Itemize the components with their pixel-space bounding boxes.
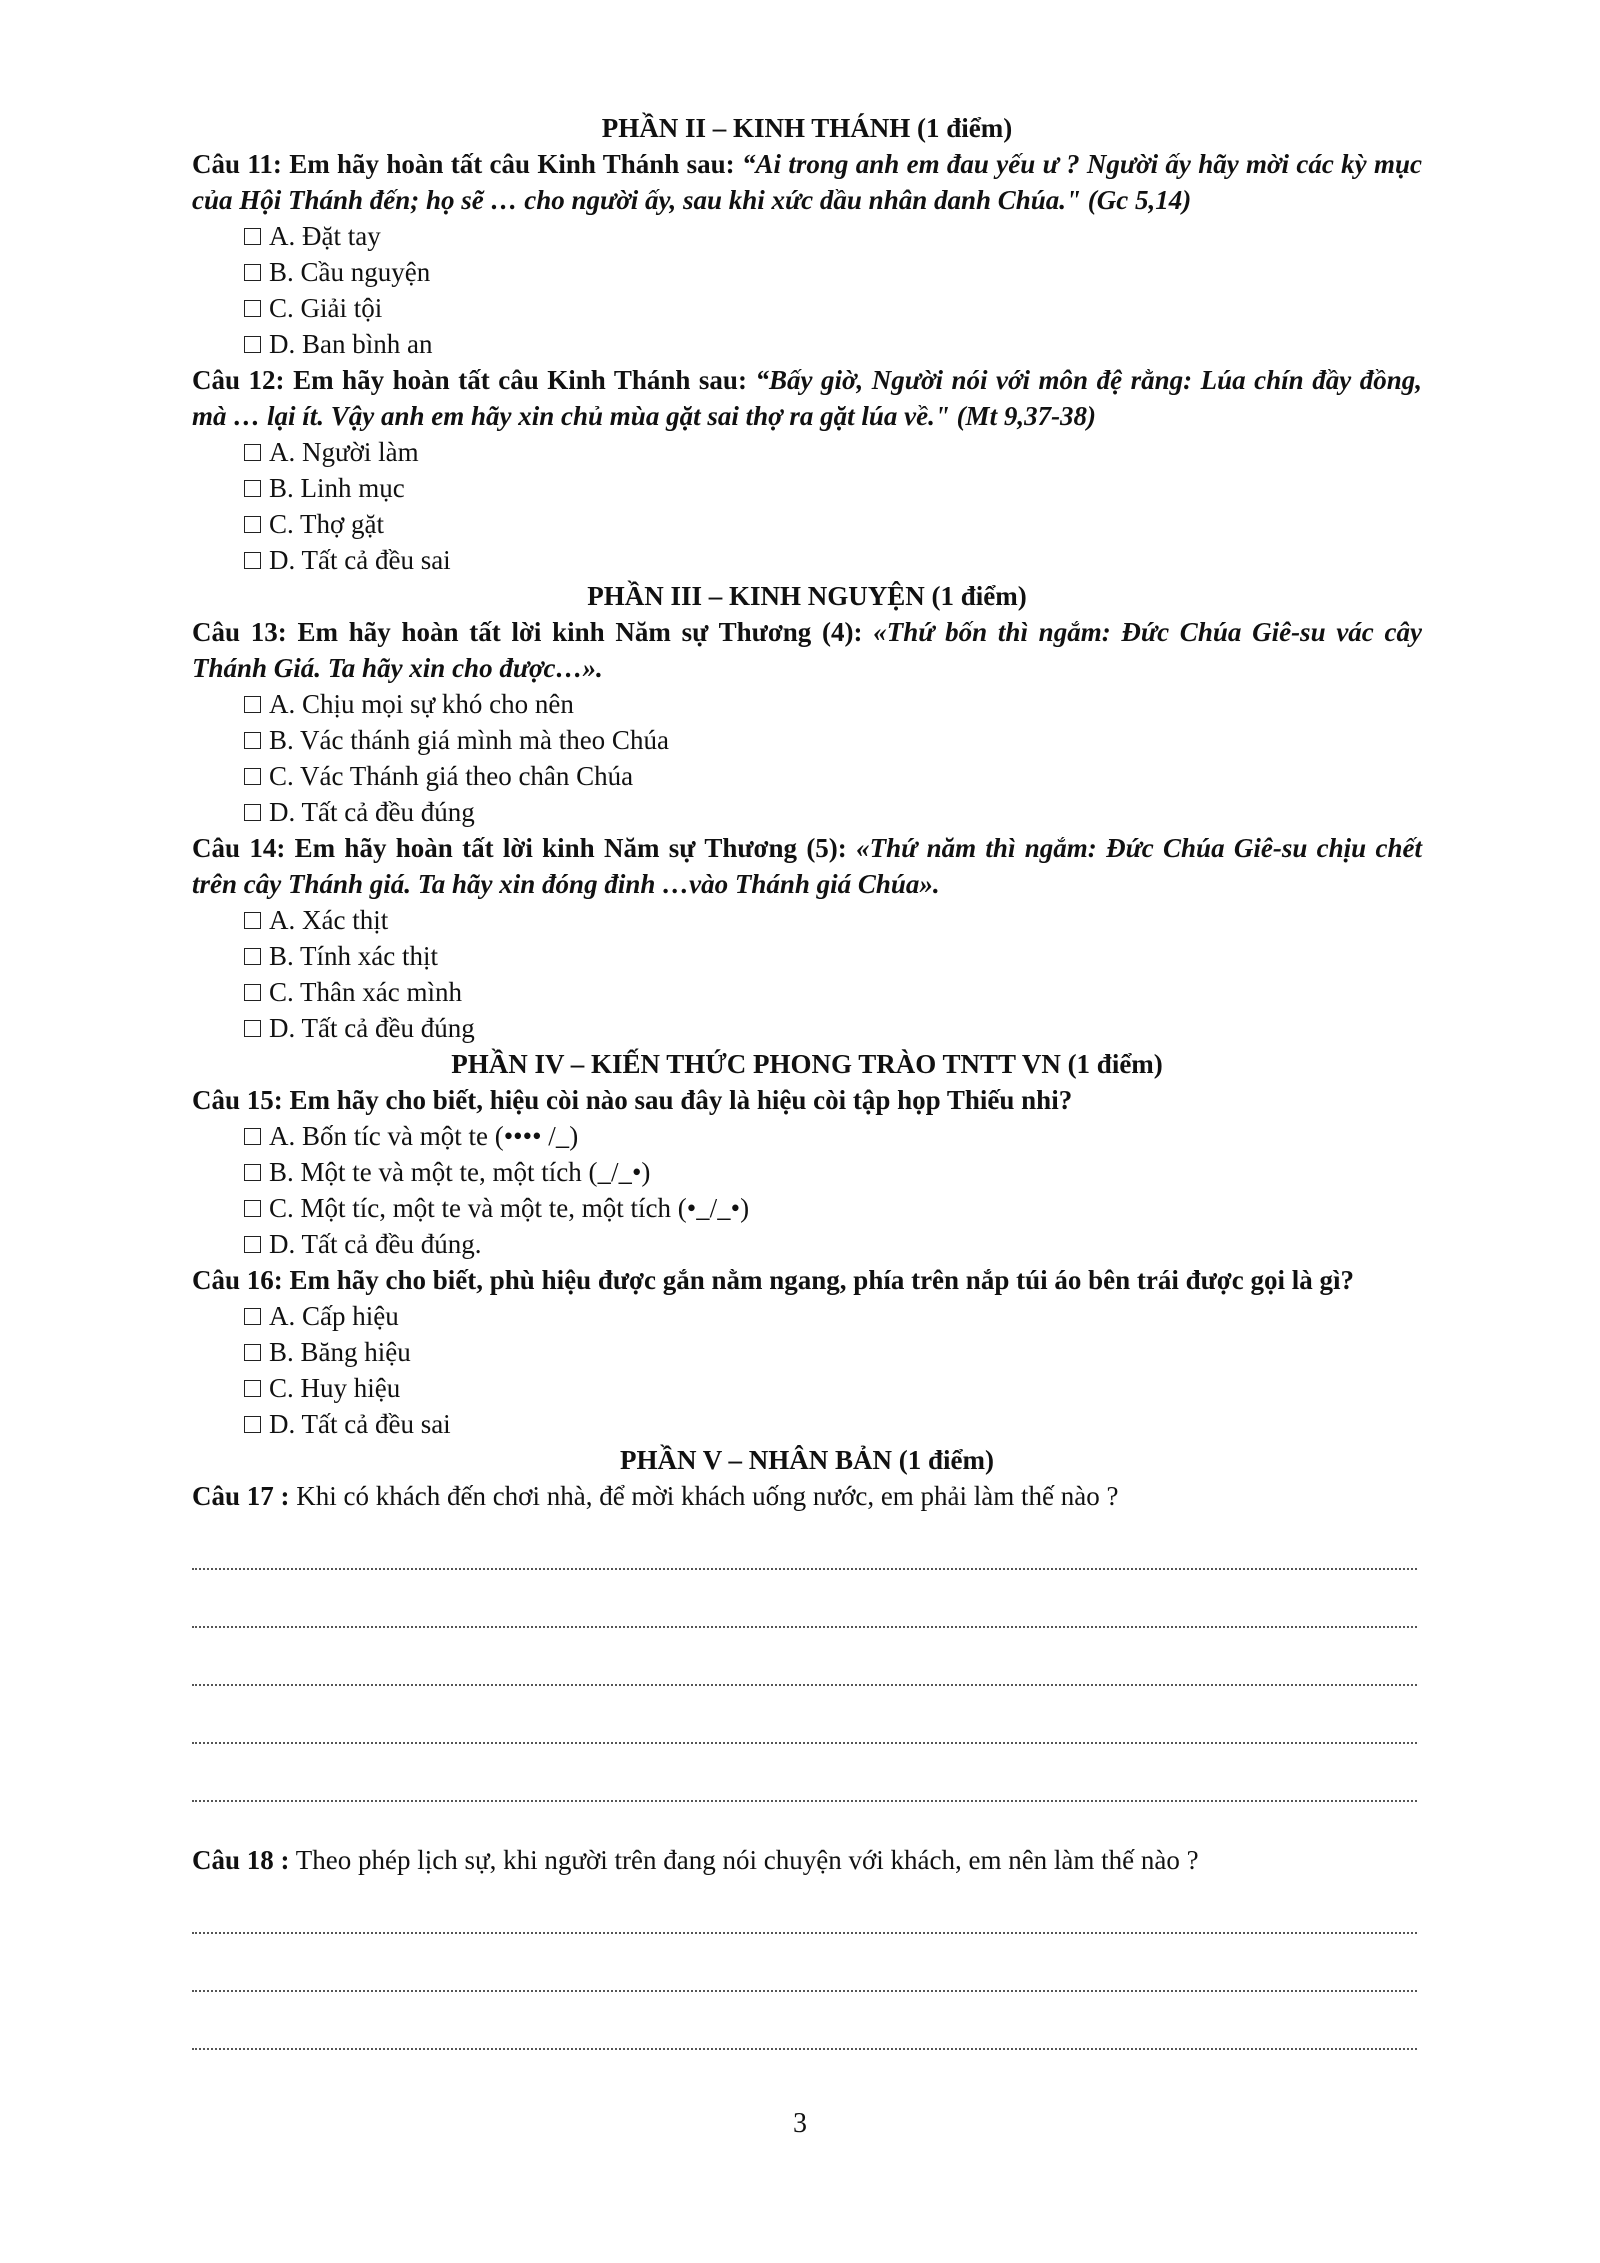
option-label: A. Chịu mọi sự khó cho nên bbox=[269, 689, 574, 719]
question-prompt: Em hãy cho biết, phù hiệu được gắn nằm ngang, phía trên nắp túi áo bên trái được gọi là gì? bbox=[282, 1265, 1354, 1295]
option-label: C. Vác Thánh giá theo chân Chúa bbox=[269, 761, 634, 791]
answer-line[interactable] bbox=[192, 1588, 1417, 1628]
question-12 bbox=[192, 362, 1422, 434]
checkbox-icon[interactable] bbox=[244, 1200, 261, 1217]
option-a[interactable] bbox=[244, 1298, 1422, 1334]
question-label: Câu 17 : bbox=[192, 1481, 290, 1511]
page-number: 3 bbox=[793, 2108, 807, 2139]
option-a[interactable] bbox=[244, 218, 1422, 254]
options-list bbox=[192, 686, 1422, 830]
answer-line[interactable] bbox=[192, 1704, 1417, 1744]
checkbox-icon[interactable] bbox=[244, 516, 261, 533]
answer-line[interactable] bbox=[192, 1894, 1417, 1934]
answer-line[interactable] bbox=[192, 1646, 1417, 1686]
option-c[interactable] bbox=[244, 1370, 1422, 1406]
options-list bbox=[192, 1298, 1422, 1442]
question-quote: «Thứ bốn thì ngắm: Đức Chúa Giê-su vác cây Thánh Giá. Ta hãy xin cho được…». bbox=[192, 617, 1422, 683]
option-c[interactable] bbox=[244, 506, 1422, 542]
checkbox-icon[interactable] bbox=[244, 732, 261, 749]
option-b[interactable] bbox=[244, 1154, 1422, 1190]
answer-line[interactable] bbox=[192, 2010, 1417, 2050]
answer-line[interactable] bbox=[192, 1530, 1417, 1570]
option-d[interactable] bbox=[244, 1010, 1422, 1046]
option-a[interactable] bbox=[244, 902, 1422, 938]
option-label: B. Cầu nguyện bbox=[269, 257, 431, 287]
section-title: PHẦN II – KINH THÁNH (1 điểm) bbox=[601, 113, 1013, 143]
checkbox-icon[interactable] bbox=[244, 912, 261, 929]
question-prompt: Em hãy hoàn tất câu Kinh Thánh sau: bbox=[284, 365, 756, 395]
answer-line[interactable] bbox=[192, 1952, 1417, 1992]
question-18 bbox=[192, 1842, 1422, 1878]
question-label: Câu 11: bbox=[192, 149, 282, 179]
option-label: D. Tất cả đều đúng. bbox=[269, 1229, 482, 1259]
checkbox-icon[interactable] bbox=[244, 804, 261, 821]
option-a[interactable] bbox=[244, 1118, 1422, 1154]
question-17 bbox=[192, 1478, 1422, 1514]
option-label: D. Tất cả đều sai bbox=[269, 545, 451, 575]
option-d[interactable] bbox=[244, 1406, 1422, 1442]
checkbox-icon[interactable] bbox=[244, 948, 261, 965]
option-label: C. Thân xác mình bbox=[269, 977, 462, 1007]
options-list bbox=[192, 218, 1422, 362]
option-d[interactable] bbox=[244, 326, 1422, 362]
question-quote: «Thứ năm thì ngắm: Đức Chúa Giê-su chịu chết trên cây Thánh giá. Ta hãy xin đóng đinh …vào Thánh giá Chúa». bbox=[192, 833, 1422, 899]
section-title: PHẦN III – KINH NGUYỆN (1 điểm) bbox=[587, 581, 1027, 611]
option-label: D. Tất cả đều đúng bbox=[269, 797, 475, 827]
question-15 bbox=[192, 1082, 1422, 1118]
option-label: C. Thợ gặt bbox=[269, 509, 385, 539]
option-label: B. Một te và một te, một tích ( ̲ / ̲ •) bbox=[269, 1157, 651, 1187]
question-14 bbox=[192, 830, 1422, 902]
option-label: A. Bốn tíc và một te (•••• / ̲ ) bbox=[269, 1121, 579, 1151]
checkbox-icon[interactable] bbox=[244, 264, 261, 281]
checkbox-icon[interactable] bbox=[244, 480, 261, 497]
option-b[interactable] bbox=[244, 470, 1422, 506]
question-11 bbox=[192, 146, 1422, 218]
option-a[interactable] bbox=[244, 434, 1422, 470]
checkbox-icon[interactable] bbox=[244, 336, 261, 353]
question-prompt: Theo phép lịch sự, khi người trên đang nói chuyện với khách, em nên làm thế nào ? bbox=[289, 1845, 1199, 1875]
checkbox-icon[interactable] bbox=[244, 1308, 261, 1325]
option-label: C. Một tíc, một te và một te, một tích (• ̲ / ̲ •) bbox=[269, 1193, 750, 1223]
option-d[interactable] bbox=[244, 794, 1422, 830]
question-label: Câu 12: bbox=[192, 365, 285, 395]
question-label: Câu 13: bbox=[192, 617, 287, 647]
checkbox-icon[interactable] bbox=[244, 1128, 261, 1145]
option-label: B. Tính xác thịt bbox=[269, 941, 438, 971]
option-a[interactable] bbox=[244, 686, 1422, 722]
checkbox-icon[interactable] bbox=[244, 1236, 261, 1253]
option-c[interactable] bbox=[244, 1190, 1422, 1226]
option-label: B. Băng hiệu bbox=[269, 1337, 411, 1367]
option-label: B. Linh mục bbox=[269, 473, 405, 503]
option-b[interactable] bbox=[244, 722, 1422, 758]
question-prompt: Khi có khách đến chơi nhà, để mời khách uống nước, em phải làm thế nào ? bbox=[289, 1481, 1119, 1511]
checkbox-icon[interactable] bbox=[244, 300, 261, 317]
question-label: Câu 18 : bbox=[192, 1845, 290, 1875]
option-d[interactable] bbox=[244, 1226, 1422, 1262]
option-label: D. Ban bình an bbox=[269, 329, 433, 359]
options-list bbox=[192, 434, 1422, 578]
options-list bbox=[192, 1118, 1422, 1262]
options-list bbox=[192, 902, 1422, 1046]
question-quote: “Bấy giờ, Người nói với môn đệ rằng: Lúa chín đầy đồng, mà … lại ít. Vậy anh em hãy xin chủ mùa gặt sai thợ ra gặt lúa về." (Mt 9,37-38) bbox=[192, 365, 1423, 431]
option-b[interactable] bbox=[244, 254, 1422, 290]
checkbox-icon[interactable] bbox=[244, 1380, 261, 1397]
question-prompt: Em hãy hoàn tất lời kinh Năm sự Thương (4): bbox=[286, 617, 874, 647]
checkbox-icon[interactable] bbox=[244, 228, 261, 245]
section-title: PHẦN V – NHÂN BẢN (1 điểm) bbox=[620, 1445, 994, 1475]
question-label: Câu 14: bbox=[192, 833, 286, 863]
option-c[interactable] bbox=[244, 290, 1422, 326]
option-label: A. Người làm bbox=[269, 437, 419, 467]
question-label: Câu 16: bbox=[192, 1265, 283, 1295]
spacer bbox=[192, 1820, 1422, 1842]
option-c[interactable] bbox=[244, 758, 1422, 794]
option-label: A. Xác thịt bbox=[269, 905, 389, 935]
checkbox-icon[interactable] bbox=[244, 1416, 261, 1433]
checkbox-icon[interactable] bbox=[244, 1344, 261, 1361]
answer-area-18[interactable] bbox=[192, 1894, 1422, 2050]
question-label: Câu 15: bbox=[192, 1085, 283, 1115]
option-b[interactable] bbox=[244, 938, 1422, 974]
question-quote: “Ai trong anh em đau yếu ư ? Người ấy hãy mời các kỳ mục của Hội Thánh đến; họ sẽ … cho người ấy, sau khi xức dầu nhân danh Chúa." (Gc 5,14) bbox=[192, 149, 1422, 215]
checkbox-icon[interactable] bbox=[244, 984, 261, 1001]
option-label: C. Giải tội bbox=[269, 293, 383, 323]
option-label: D. Tất cả đều đúng bbox=[269, 1013, 475, 1043]
checkbox-icon[interactable] bbox=[244, 1020, 261, 1037]
checkbox-icon[interactable] bbox=[244, 552, 261, 569]
checkbox-icon[interactable] bbox=[244, 444, 261, 461]
option-label: B. Vác thánh giá mình mà theo Chúa bbox=[269, 725, 669, 755]
answer-line[interactable] bbox=[192, 1762, 1417, 1802]
option-label: D. Tất cả đều sai bbox=[269, 1409, 451, 1439]
option-label: A. Đặt tay bbox=[269, 221, 381, 251]
answer-area-17[interactable] bbox=[192, 1530, 1422, 1802]
checkbox-icon[interactable] bbox=[244, 696, 261, 713]
option-b[interactable] bbox=[244, 1334, 1422, 1370]
option-c[interactable] bbox=[244, 974, 1422, 1010]
question-13 bbox=[192, 614, 1422, 686]
option-label: C. Huy hiệu bbox=[269, 1373, 401, 1403]
question-prompt: Em hãy hoàn tất câu Kinh Thánh sau: bbox=[281, 149, 743, 179]
checkbox-icon[interactable] bbox=[244, 1164, 261, 1181]
checkbox-icon[interactable] bbox=[244, 768, 261, 785]
option-d[interactable] bbox=[244, 542, 1422, 578]
question-prompt: Em hãy cho biết, hiệu còi nào sau đây là hiệu còi tập họp Thiếu nhi? bbox=[282, 1085, 1073, 1115]
exam-page bbox=[192, 110, 1422, 2068]
option-label: A. Cấp hiệu bbox=[269, 1301, 399, 1331]
section-title: PHẦN IV – KIẾN THỨC PHONG TRÀO TNTT VN (1 điểm) bbox=[451, 1049, 1163, 1079]
question-prompt: Em hãy hoàn tất lời kinh Năm sự Thương (5): bbox=[285, 833, 857, 863]
question-16 bbox=[192, 1262, 1422, 1298]
